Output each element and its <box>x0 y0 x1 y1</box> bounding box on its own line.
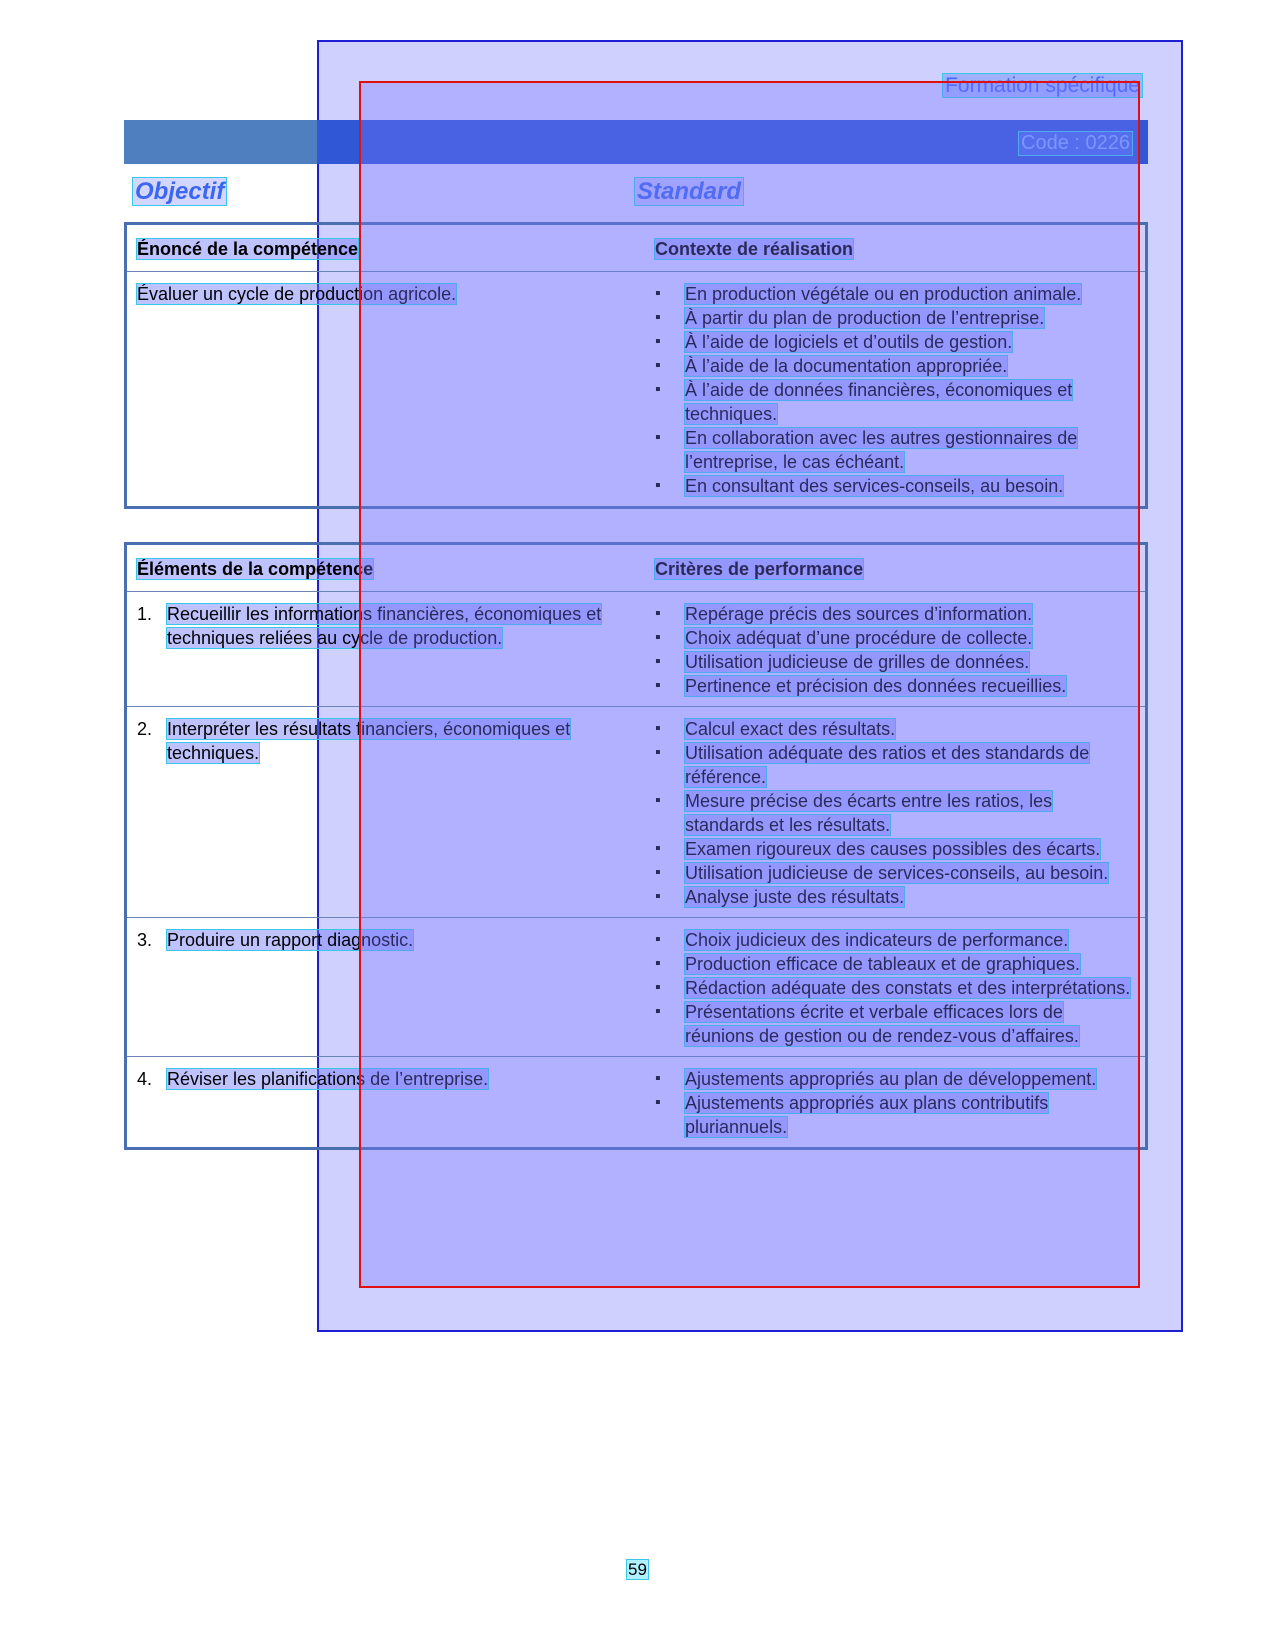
list-item: ▪ À l’aide de la documentation appropriée. <box>655 354 1135 378</box>
enonce-header: Énoncé de la compétence <box>137 239 359 259</box>
list-item: ▪ Production efficace de tableaux et de graphiques. <box>655 952 1135 976</box>
list-item: ▪ Repérage précis des sources d’information. <box>655 602 1135 626</box>
code-label: Code : 0226 <box>1021 132 1130 154</box>
element-item: 4. Réviser les planifications de l’entreprise. <box>137 1069 489 1089</box>
list-item: ▪ Ajustements appropriés aux plans contributifs pluriannuels. <box>655 1091 1135 1139</box>
list-item: ▪ Analyse juste des résultats. <box>655 885 1135 909</box>
page-number: 59 <box>628 1560 647 1579</box>
list-item: ▪ En consultant des services-conseils, au besoin. <box>655 474 1135 498</box>
list-item: ▪ Examen rigoureux des causes possibles des écarts. <box>655 837 1135 861</box>
list-item: ▪ Utilisation judicieuse de grilles de données. <box>655 650 1135 674</box>
contexte-header: Contexte de réalisation <box>655 239 854 259</box>
list-item: ▪ À l’aide de logiciels et d’outils de gestion. <box>655 330 1135 354</box>
list-item: ▪ Utilisation judicieuse de services-conseils, au besoin. <box>655 861 1135 885</box>
list-item: ▪ À l’aide de données financières, économiques et techniques. <box>655 378 1135 426</box>
list-item: ▪ En collaboration avec les autres gestionnaires de l’entreprise, le cas échéant. <box>655 426 1135 474</box>
enonce-text: Évaluer un cycle de production agricole. <box>137 284 457 304</box>
list-item: ▪ Présentations écrite et verbale efficaces lors de réunions de gestion ou de rendez-vous d’affaires. <box>655 1000 1135 1048</box>
list-item: ▪ À partir du plan de production de l’entreprise. <box>655 306 1135 330</box>
element-item: 1. Recueillir les informations financières, économiques et techniques reliées au cycle de production. <box>137 604 602 648</box>
overlay-inner-region <box>359 81 1140 1288</box>
elements-header: Éléments de la compétence <box>137 559 374 579</box>
list-item: ▪ Choix judicieux des indicateurs de performance. <box>655 928 1135 952</box>
formation-label: Formation spécifique <box>945 74 1140 97</box>
list-item: ▪ Utilisation adéquate des ratios et des standards de référence. <box>655 741 1135 789</box>
standard-heading: Standard <box>637 178 742 205</box>
list-item: ▪ Rédaction adéquate des constats et des interprétations. <box>655 976 1135 1000</box>
element-item: 3. Produire un rapport diagnostic. <box>137 930 414 950</box>
list-item: ▪ Calcul exact des résultats. <box>655 717 1135 741</box>
list-item: ▪ En production végétale ou en production animale. <box>655 282 1135 306</box>
list-item: ▪ Pertinence et précision des données recueillies. <box>655 674 1135 698</box>
list-item: ▪ Ajustements appropriés au plan de développement. <box>655 1067 1135 1091</box>
criteres-header: Critères de performance <box>655 559 864 579</box>
list-item: ▪ Choix adéquat d’une procédure de collecte. <box>655 626 1135 650</box>
element-item: 2. Interpréter les résultats financiers, économiques et techniques. <box>137 719 571 763</box>
list-item: ▪ Mesure précise des écarts entre les ratios, les standards et les résultats. <box>655 789 1135 837</box>
objectif-heading: Objectif <box>135 178 225 205</box>
